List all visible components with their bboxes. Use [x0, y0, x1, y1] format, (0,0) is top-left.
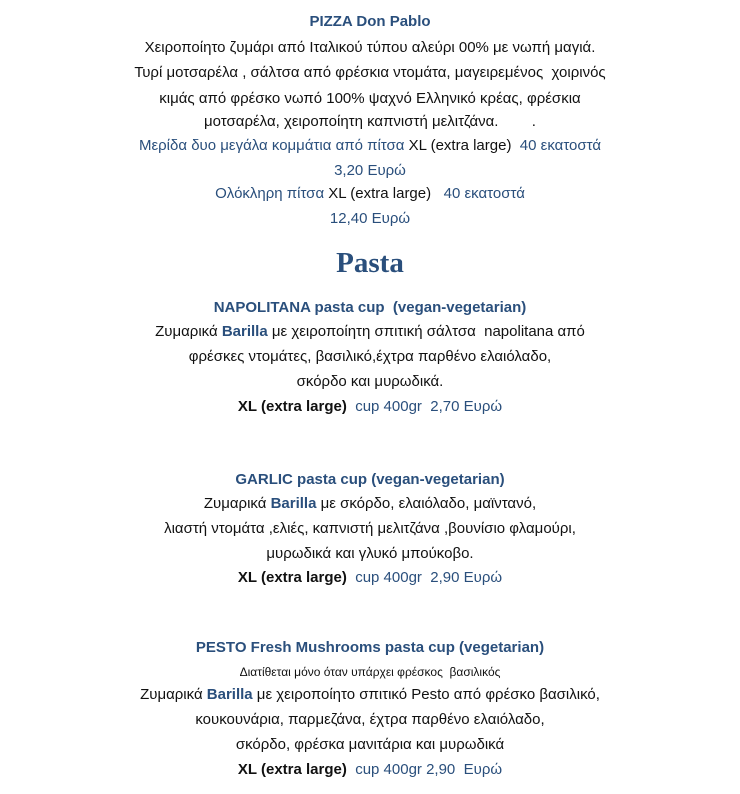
pizza-desc-line-3: κιμάς από φρέσκο νωπό 100% ψαχνό Ελληνικό κρέας, φρέσκια [159, 90, 581, 107]
pesto-title: PESTO Fresh Mushrooms pasta cup (vegetarian) [195, 639, 545, 656]
garlic-desc-pre: Ζυμαρικά [203, 495, 271, 512]
pizza-slice-line [0, 136, 740, 156]
napolitana-title: NAPOLITANA pasta cup (vegan-vegetarian) [213, 299, 527, 316]
garlic-brand: Barilla [270, 495, 317, 512]
pesto-desc-post: με χειροποίητο σπιτικό Pesto από φρέσκο βασιλικό, [252, 686, 600, 703]
garlic-size: XL (extra large) [237, 569, 347, 586]
garlic-desc-line-3: μυρωδικά και γλυκό μπούκοβο. [266, 545, 474, 562]
whole-label: Ολόκληρη πίτσα [215, 185, 325, 202]
slice-price: 3,20 Ευρώ [334, 162, 406, 179]
section-title: Pasta [336, 247, 404, 279]
pesto-desc-line-3: σκόρδο, φρέσκα μανιτάρια και μυρωδικά [235, 736, 505, 753]
garlic-price: cup 400gr 2,90 Ευρώ [346, 569, 503, 586]
garlic-desc-line-2: λιαστή ντομάτα ,ελιές, καπνιστή μελιτζάνα ,βουνίσιο φλαμούρι, [164, 520, 576, 537]
garlic-desc-post: με σκόρδο, ελαιόλαδο, μαϊντανό, [316, 495, 537, 512]
napolitana-brand: Barilla [221, 323, 268, 340]
pesto-price: cup 400gr 2,90 Ευρώ [346, 761, 503, 778]
pizza-title: PIZZA Don Pablo [309, 13, 431, 30]
garlic-title: GARLIC pasta cup (vegan-vegetarian) [235, 471, 505, 488]
napolitana-price: cup 400gr 2,70 Ευρώ [346, 398, 503, 415]
whole-size: XL (extra large) [328, 185, 432, 202]
pesto-desc-line-1 [0, 685, 740, 705]
slice-size: XL (extra large) [408, 137, 512, 154]
napolitana-desc-pre: Ζυμαρικά [155, 323, 222, 340]
pesto-desc-pre: Ζυμαρικά [140, 686, 207, 703]
pesto-availability-note: Διατίθεται μόνο όταν υπάρχει φρέσκος βασιλικός [239, 665, 501, 679]
whole-cm: 40 εκατοστά [443, 185, 525, 202]
pizza-desc-line-1: Χειροποίητο ζυμάρι από Ιταλικού τύπου αλεύρι 00% με νωπή μαγιά. [144, 39, 596, 56]
pesto-brand: Barilla [206, 686, 253, 703]
pesto-desc-line-2: κουκουνάρια, παρμεζάνα, έχτρα παρθένο ελαιόλαδο, [195, 711, 545, 728]
napolitana-desc-line-3: σκόρδο και μυρωδικά. [296, 373, 444, 390]
garlic-price-line [0, 568, 740, 588]
pizza-whole-line [0, 184, 740, 204]
napolitana-desc-line-1 [0, 322, 740, 342]
garlic-desc-line-1 [0, 494, 740, 514]
napolitana-desc-post: με χειροποίητη σπιτική σάλτσα napolitana από [267, 323, 585, 340]
pesto-size: XL (extra large) [237, 761, 347, 778]
napolitana-size: XL (extra large) [237, 398, 347, 415]
pizza-desc-line-4: μοτσαρέλα, χειροποίητη καπνιστή μελιτζάνα. . [204, 113, 536, 130]
pizza-desc-line-2: Τυρί μοτσαρέλα , σάλτσα από φρέσκια ντομάτα, μαγειρεμένος χοιρινός [134, 64, 606, 81]
napolitana-desc-line-2: φρέσκες ντομάτες, βασιλικό,έχτρα παρθένο ελαιόλαδο, [188, 348, 552, 365]
pesto-price-line [0, 760, 740, 780]
napolitana-price-line [0, 397, 740, 417]
slice-label: Μερίδα δυο μεγάλα κομμάτια από πίτσα [138, 137, 405, 154]
whole-price: 12,40 Ευρώ [329, 210, 411, 227]
slice-cm: 40 εκατοστά [519, 137, 602, 154]
